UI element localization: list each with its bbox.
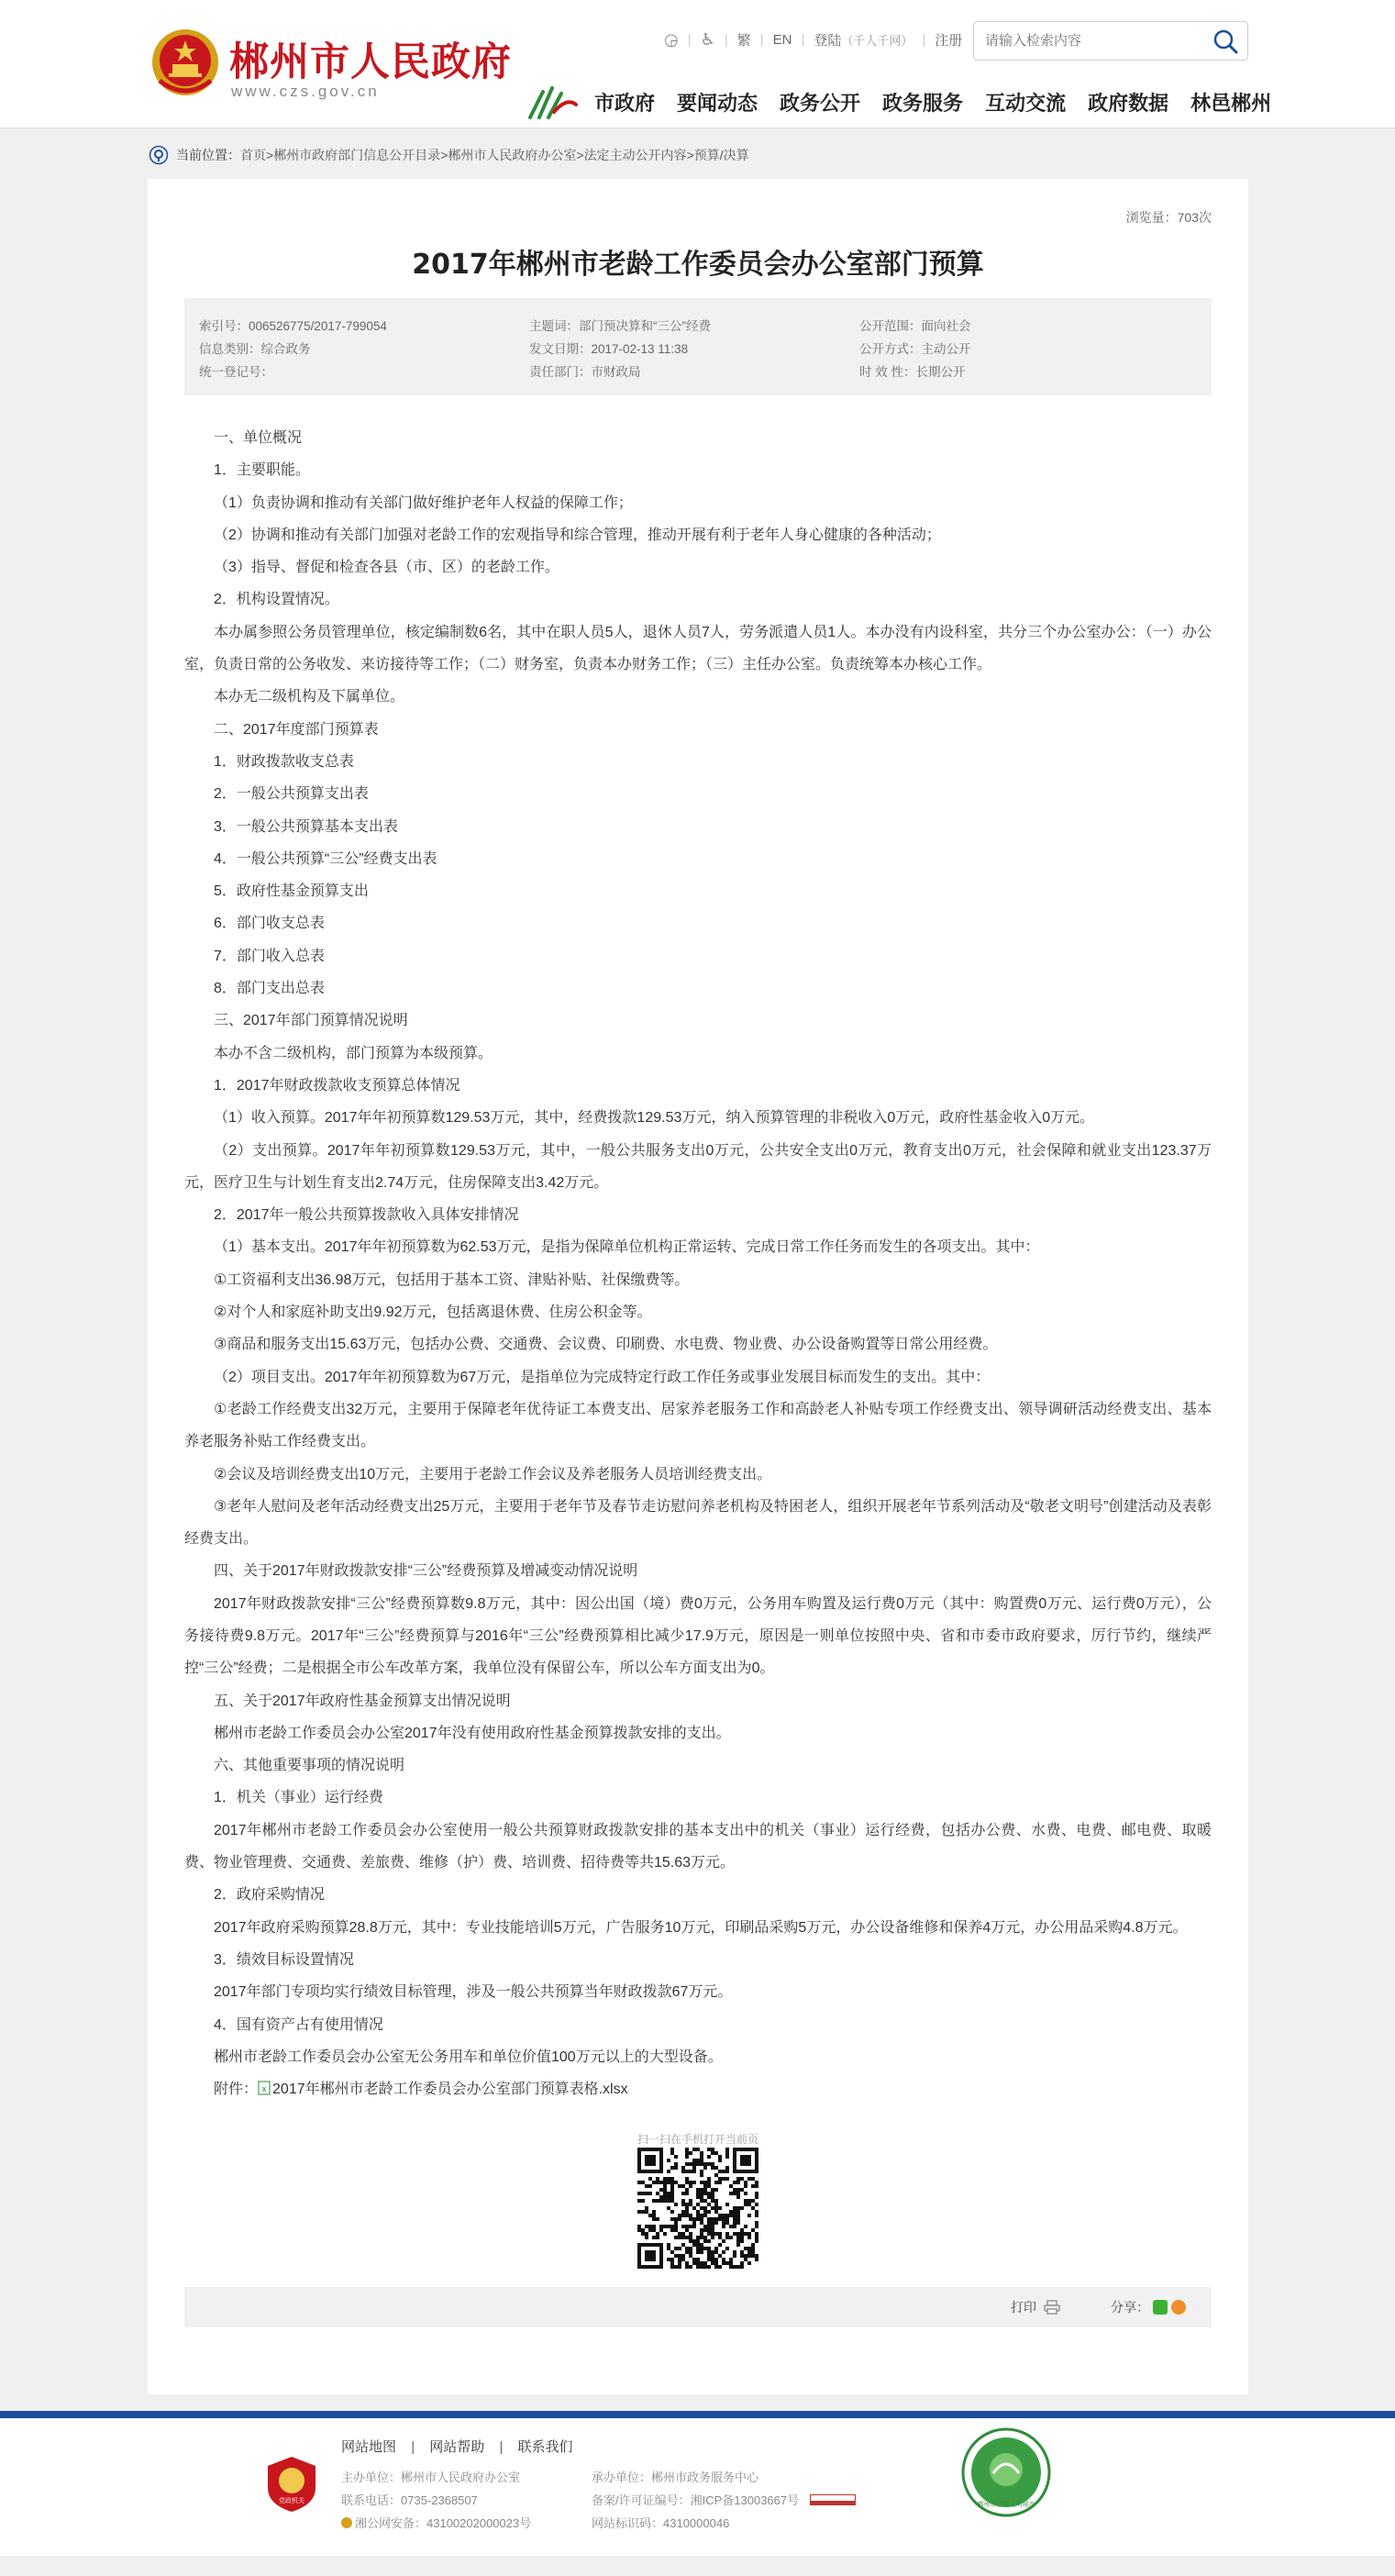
wechat-share-icon[interactable] bbox=[1153, 2300, 1168, 2315]
article-paragraph: 郴州市老龄工作委员会办公室2017年没有使用政府性基金预算拨款安排的支出。 bbox=[214, 1725, 731, 1741]
badge-text: 党政机关 bbox=[279, 2497, 304, 2504]
share-label: 分享： bbox=[1111, 2300, 1149, 2315]
nav-item-open-government[interactable]: 政务公开 bbox=[780, 92, 861, 115]
page-title: 2017年郴州市老龄工作委员会办公室部门预算 bbox=[412, 249, 984, 281]
footer-links: 网站地图 | 网站帮助 | 联系我们 bbox=[341, 2439, 573, 2455]
meta-subject: 主题词：部门预决算和“三公”经费 bbox=[529, 319, 711, 333]
search-input[interactable] bbox=[974, 22, 1194, 60]
cnnic-badge-icon bbox=[810, 2494, 856, 2505]
article-paragraph: 6．部门收支总表 bbox=[214, 916, 325, 932]
article-card bbox=[148, 179, 1248, 2394]
meta-reg-no: 统一登记号： bbox=[199, 365, 273, 379]
printer-icon bbox=[1044, 2300, 1060, 2315]
article-paragraph: 2．2017年一般公共预算拨款收入具体安排情况 bbox=[214, 1207, 519, 1224]
share-group bbox=[1111, 2298, 1186, 2316]
footer-link-sitemap[interactable]: 网站地图 bbox=[341, 2439, 397, 2455]
site-footer bbox=[0, 2418, 1395, 2556]
nav-item-gov-services[interactable]: 政务服务 bbox=[882, 92, 964, 115]
article-paragraph: 1．财政拨款收支总表 bbox=[214, 753, 354, 770]
article-paragraph: ③商品和服务支出15.63万元，包括办公费、交通费、会议费、印刷费、水电费、物业费、办公设备购置等日常公用经费。 bbox=[214, 1337, 998, 1353]
article-paragraph: 六、其他重要事项的情况说明 bbox=[214, 1758, 405, 1774]
article-paragraph: 1．2017年财政拨款收支预算总体情况 bbox=[214, 1077, 460, 1094]
article-paragraph: 3．绩效目标设置情况 bbox=[214, 1951, 354, 1968]
article-paragraph: （3）指导、督促和检查各县（市、区）的老龄工作。 bbox=[214, 560, 559, 576]
nav-item-interaction[interactable]: 互动交流 bbox=[985, 92, 1067, 115]
footer-police-text: 湘公网安备：43100202000023号 bbox=[355, 2516, 532, 2530]
breadcrumb-sep: > bbox=[266, 148, 274, 162]
weibo-share-icon[interactable] bbox=[1171, 2300, 1186, 2315]
site-name[interactable]: 郴州市人民政府 bbox=[229, 39, 512, 85]
civil-badge-text: 郴州市创建文明城市 bbox=[977, 2501, 1035, 2508]
article-paragraph: 四、关于2017年财政拨款安排“三公”经费预算及增减变动情况说明 bbox=[214, 1563, 638, 1580]
footer-divider bbox=[0, 2411, 1395, 2418]
breadcrumb-label: 当前位置： bbox=[176, 148, 240, 162]
meta-validity: 时 效 性：长期公开 bbox=[859, 365, 966, 379]
nav-item-linyi-chenzhou[interactable]: 林邑郴州 bbox=[1190, 92, 1272, 115]
article-paragraph: 2017年部门专项均实行绩效目标管理，涉及一般公共预算当年财政拨款67万元。 bbox=[214, 1984, 733, 2001]
civilized-city-badge-icon[interactable] bbox=[961, 2427, 1051, 2517]
view-count: 浏览量：703次 bbox=[1125, 210, 1212, 225]
attachment-link[interactable]: 2017年郴州市老龄工作委员会办公室部门预算表格.xlsx bbox=[272, 2082, 628, 2098]
attachment-label: 附件： bbox=[214, 2082, 259, 2098]
article-paragraph: ③老年人慰问及老年活动经费支出25万元，主要用于老年节及春节走访慰问养老机构及特困老人，组织开展老年节系列活动及“敬老文明号”创建活动及表彰经费支出。 bbox=[184, 1498, 1212, 1548]
article-paragraph: 2．一般公共预算支出表 bbox=[214, 786, 369, 803]
breadcrumb-statutory[interactable]: 法定主动公开内容 bbox=[583, 148, 687, 162]
register-link[interactable]: 注册 bbox=[935, 33, 963, 49]
article-paragraph: 1．机关（事业）运行经费 bbox=[214, 1790, 383, 1806]
article-paragraph: 三、2017年部门预算情况说明 bbox=[214, 1013, 408, 1029]
attachment-line bbox=[184, 2073, 1212, 2105]
site-url: www.czs.gov.cn bbox=[231, 83, 380, 100]
site-header bbox=[0, 0, 1395, 128]
meta-method: 公开方式：主动公开 bbox=[859, 342, 971, 356]
article-paragraph: ②对个人和家庭补助支出9.92万元，包括离退休费、住房公积金等。 bbox=[214, 1305, 652, 1321]
breadcrumb-home[interactable]: 首页 bbox=[240, 148, 266, 162]
article-paragraph: 1．主要职能。 bbox=[214, 462, 310, 479]
location-pin-icon bbox=[149, 145, 169, 165]
breadcrumb bbox=[149, 145, 749, 165]
nav-item-city-government[interactable]: 市政府 bbox=[594, 92, 656, 115]
qr-code-icon bbox=[637, 2148, 758, 2269]
breadcrumb-sep: > bbox=[576, 148, 584, 162]
city-logo-icon bbox=[526, 84, 578, 121]
share-bar bbox=[184, 2287, 1212, 2327]
article-paragraph: 4．国有资产占有使用情况 bbox=[214, 2016, 383, 2033]
footer-info-right bbox=[592, 2466, 856, 2535]
article-paragraph: 2017年郴州市老龄工作委员会办公室使用一般公共预算财政拨款安排的基本支出中的机关（事业）运行经费，包括办公费、水费、电费、邮电费、取暖费、物业管理费、交通费、差旅费、维修（护）费、培训费、招待费等共15.63万元。 bbox=[184, 1822, 1212, 1871]
article-paragraph: ②会议及培训经费支出10万元，主要用于老龄工作会议及养老服务人员培训经费支出。 bbox=[214, 1466, 772, 1482]
national-emblem-icon[interactable] bbox=[150, 26, 220, 99]
article-paragraph: 2017年政府采购预算28.8万元，其中：专业技能培训5万元，广告服务10万元，印刷品采购5万元，办公设备维修和保养4万元，办公用品采购4.8万元。 bbox=[214, 1919, 1188, 1936]
article-paragraph: 本办属参照公务员管理单位，核定编制数6名，其中在职人员5人，退休人员7人，劳务派遣人员1人。本办没有内设科室，共分三个办公室办公：（一）办公室，负责日常的公务收发、来访接待等工作；（二）财务室，负责本办财务工作；（三）主任办公室。负责统筹本办核心工作。 bbox=[184, 624, 1212, 673]
article-paragraph: （1）基本支出。2017年年初预算数为62.53万元，是指为保障单位机构正常运转、完成日常工作任务而发生的各项支出。其中： bbox=[214, 1239, 1040, 1256]
footer-icp[interactable] bbox=[592, 2489, 856, 2512]
nav-item-news[interactable]: 要闻动态 bbox=[677, 92, 758, 115]
footer-host: 主办单位：郴州市人民政府办公室 bbox=[341, 2471, 521, 2484]
breadcrumb-office[interactable]: 郴州市人民政府办公室 bbox=[448, 148, 577, 162]
article-paragraph: 2017年财政拨款安排“三公”经费预算数9.8万元，其中：因公出国（境）费0万元，公务用车购置及运行费0万元（其中：购置费0万元、运行费0万元），公务接待费9.8万元。2017年“三公”经费预算与2016年“三公”经费预算相比减少17.9万元，原因是一则单位按照中央、省和市委市政府要求，厉行节约，继续严控“三公”经费；二是根据全市公车改革方案，我单位没有保留公车，所以公车方面支出为0。 bbox=[184, 1595, 1212, 1677]
nav-item-gov-data[interactable]: 政府数据 bbox=[1088, 92, 1169, 115]
print-button[interactable] bbox=[1011, 2298, 1060, 2316]
article-paragraph: （1）负责协调和推动有关部门做好维护老年人权益的保障工作； bbox=[214, 494, 633, 511]
article-paragraph: ①工资福利支出36.98万元，包括用于基本工资、津贴补贴、社保缴费等。 bbox=[214, 1271, 690, 1288]
article-paragraph: 8．部门支出总表 bbox=[214, 981, 325, 997]
article-paragraph: 2．机构设置情况。 bbox=[214, 592, 339, 608]
article-paragraph: 二、2017年度部门预算表 bbox=[214, 721, 379, 738]
traditional-chinese-link[interactable]: 繁 bbox=[736, 33, 751, 49]
footer-site-code: 网站标识码：4310000046 bbox=[592, 2516, 730, 2530]
footer-info-left bbox=[341, 2466, 531, 2535]
meta-index-no: 索引号：006526775/2017-799054 bbox=[199, 319, 387, 333]
print-label: 打印 bbox=[1011, 2300, 1036, 2315]
top-utility-bar: ◶ | ♿ | 繁 | EN | 登陆 （千人千网） | 注册 bbox=[664, 30, 963, 49]
article-paragraph: （2）支出预算。2017年年初预算数129.53万元，其中，一般公共服务支出0万元，公共安全支出0万元，教育支出0万元，社会保障和就业支出123.37万元，医疗卫生与计划生育支出2.74万元，住房保障支出3.42万元。 bbox=[184, 1142, 1212, 1191]
excel-file-icon bbox=[258, 2081, 271, 2095]
meta-date: 发文日期：2017-02-13 11:38 bbox=[529, 342, 689, 356]
article-paragraph: 4．一般公共预算“三公”经费支出表 bbox=[214, 850, 437, 867]
police-badge-icon bbox=[341, 2517, 352, 2528]
article-paragraph: 5．政府性基金预算支出 bbox=[214, 883, 369, 900]
english-link[interactable]: EN bbox=[772, 32, 792, 48]
article-paragraph: 本办不含二级机构，部门预算为本级预算。 bbox=[214, 1045, 493, 1061]
bottom-bar bbox=[0, 2556, 1395, 2576]
article-paragraph: 7．部门收入总表 bbox=[214, 948, 325, 964]
breadcrumb-sep: > bbox=[440, 148, 448, 162]
footer-undertaker: 承办单位：郴州市政务服务中心 bbox=[592, 2471, 759, 2484]
article-paragraph: 本办无二级机构及下属单位。 bbox=[214, 689, 405, 705]
party-government-badge-icon[interactable] bbox=[266, 2455, 317, 2514]
footer-phone: 联系电话：0735-2368507 bbox=[341, 2493, 478, 2507]
meta-dept: 责任部门：市财政局 bbox=[529, 365, 641, 379]
article-paragraph: （2）协调和推动有关部门加强对老龄工作的宏观指导和综合管理，推动开展有利于老年人身心健康的各种活动； bbox=[214, 527, 941, 543]
breadcrumb-budget[interactable]: 预算/决算 bbox=[693, 148, 749, 162]
article-paragraph: （2）项目支出。2017年年初预算数为67万元，是指单位为完成特定行政工作任务或事业发展目标而发生的支出。其中： bbox=[214, 1369, 991, 1385]
search-box bbox=[973, 21, 1248, 61]
metadata-panel bbox=[184, 298, 1212, 395]
login-note: （千人千网） bbox=[841, 34, 913, 48]
login-link[interactable]: 登陆 bbox=[814, 33, 842, 49]
footer-link-help[interactable]: 网站帮助 bbox=[429, 2439, 485, 2455]
article-paragraph: 2．政府采购情况 bbox=[214, 1887, 325, 1904]
article-body bbox=[184, 422, 1212, 2105]
qr-label: 扫一扫在手机打开当前页 bbox=[637, 2133, 758, 2146]
meta-category: 信息类别：综合政务 bbox=[199, 342, 311, 356]
article-paragraph: 郴州市老龄工作委员会办公室无公务用车和单位价值100万元以上的大型设备。 bbox=[214, 2049, 723, 2065]
footer-police[interactable] bbox=[341, 2512, 531, 2535]
svg-text:x: x bbox=[261, 2085, 267, 2095]
barrier-free-icon[interactable]: ♿ bbox=[700, 30, 715, 49]
footer-link-contact[interactable]: 联系我们 bbox=[517, 2439, 573, 2455]
main-nav bbox=[594, 88, 1293, 117]
breadcrumb-directory[interactable]: 郴州市政府部门信息公开目录 bbox=[273, 148, 441, 162]
accessibility-view-icon[interactable]: ◶ bbox=[664, 30, 679, 49]
breadcrumb-sep: > bbox=[686, 148, 694, 162]
article-paragraph: （1）收入预算。2017年年初预算数129.53万元，其中，经费拨款129.53万元，纳入预算管理的非税收入0万元，政府性基金收入0万元。 bbox=[214, 1110, 1095, 1127]
article-paragraph: 3．一般公共预算基本支出表 bbox=[214, 818, 398, 835]
article-paragraph: 一、单位概况 bbox=[214, 430, 303, 446]
search-icon[interactable] bbox=[1212, 28, 1238, 54]
article-paragraph: ①老龄工作经费支出32万元，主要用于保障老年优待证工本费支出、居家养老服务工作和高龄老人补贴专项工作经费支出、领导调研活动经费支出、基本养老服务补贴工作经费支出。 bbox=[184, 1401, 1212, 1450]
footer-icp-text: 备案/许可证编号：湘ICP备13003667号 bbox=[592, 2493, 800, 2507]
article-paragraph: 五、关于2017年政府性基金预算支出情况说明 bbox=[214, 1693, 511, 1709]
meta-scope: 公开范围：面向社会 bbox=[859, 319, 971, 333]
